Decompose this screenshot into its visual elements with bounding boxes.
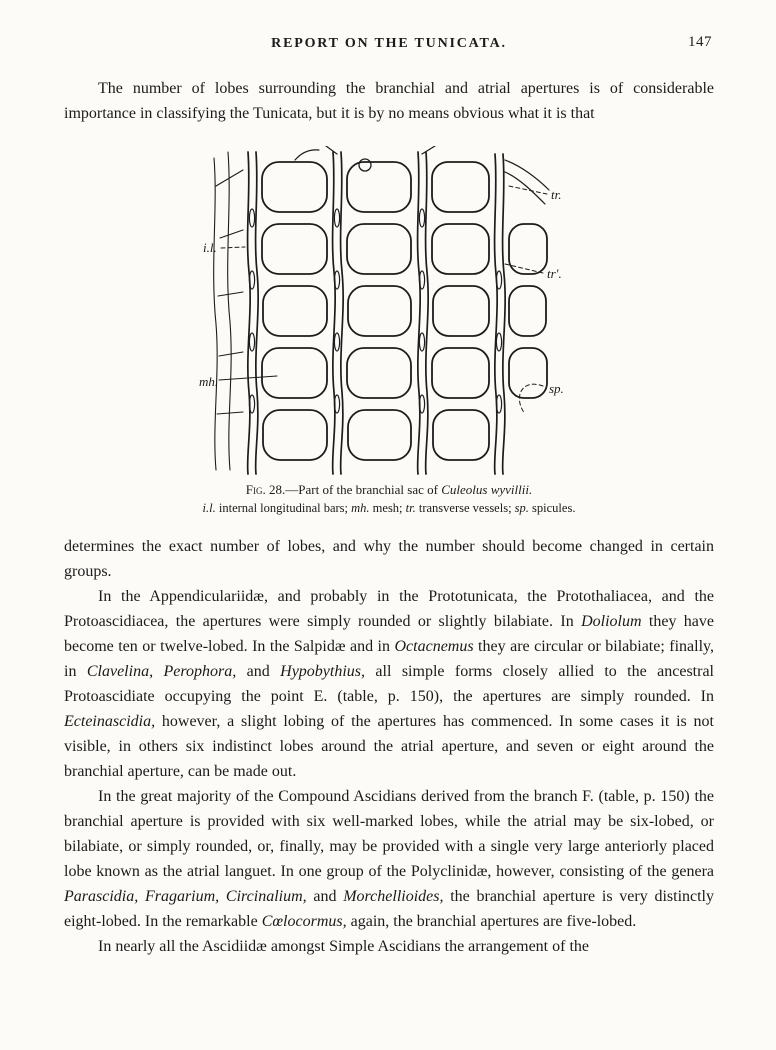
body-paragraph-5: In nearly all the Ascidiidæ amongst Simple Ascidians the arrangement of the [98,938,589,955]
body-paragraph-2: determines the exact number of lobes, and why the number should become changed in certain groups. [64,538,714,580]
figure-label-tr-prime: tr'. [547,266,562,281]
figure-caption [64,482,714,516]
figure-label-sp: sp. [549,381,564,396]
body-paragraph-4: In the great majority of the Compound Ascidians derived from the branch F. (table, p. 150) the branchial aperture is provided with six well-marked lobes, while the atrial may be six-lobed, or bilabiate, or simply rounded, or, finally, may be provided with a single very large anteriorly placed lobe known as the atrial languet. In one group of the Polyclinidæ, however, consisting of the genera Parascidia, Fragarium, Circinalium, and Morchellioides, the branchial aperture is very distinctly eight-lobed. In the remarkable Cœlocormus, again, the branchial apertures are five-lobed. [64,788,715,930]
body-paragraph-1: The number of lobes surrounding the branchial and atrial apertures is of considerable importance in classifying the Tunicata, but it is by no means obvious what it is that [64,80,714,122]
figure-drawing [199,146,579,476]
figure-label-tr: tr. [551,187,562,202]
page-title: REPORT ON THE TUNICATA. [271,36,507,51]
figure-label-mh: mh. [199,374,219,389]
left-edge-network [214,152,243,470]
running-header [64,34,714,56]
page-number: 147 [688,34,712,50]
figure-label-il: i.l. [203,240,217,255]
figure-caption-title: Fig. 28.—Part of the branchial sac of Culeolus wyvillii. [245,482,533,497]
bar-slits [249,209,501,413]
figure-caption-key: i.l. internal longitudinal bars; mh. mesh; tr. transverse vessels; sp. spicules. [202,501,576,515]
body-paragraph-3: In the Appendiculariidæ, and probably in the Prototunicata, the Protothaliacea, and the Protoascidiacea, the apertures were simply rounded or slightly bilabiate. In Doliolum they have become ten or twelve-lobed. In the Salpidæ and in Octacnemus they are circular or bilabiate; finally, in Clavelina, Perophora, and Hypobythius, all simple forms closely allied to the ancestral Protoascidiate occupying the point E. (table, p. 150), the apertures are simply rounded. In Ecteinascidia, however, a slight lobing of the apertures has commenced. In some cases it is not visible, in others six indistinct lobes around the atrial aperture, and seven or eight around the branchial aperture, can be made out. [64,588,715,780]
figure-28 [64,146,714,516]
longitudinal-bars [248,152,506,474]
